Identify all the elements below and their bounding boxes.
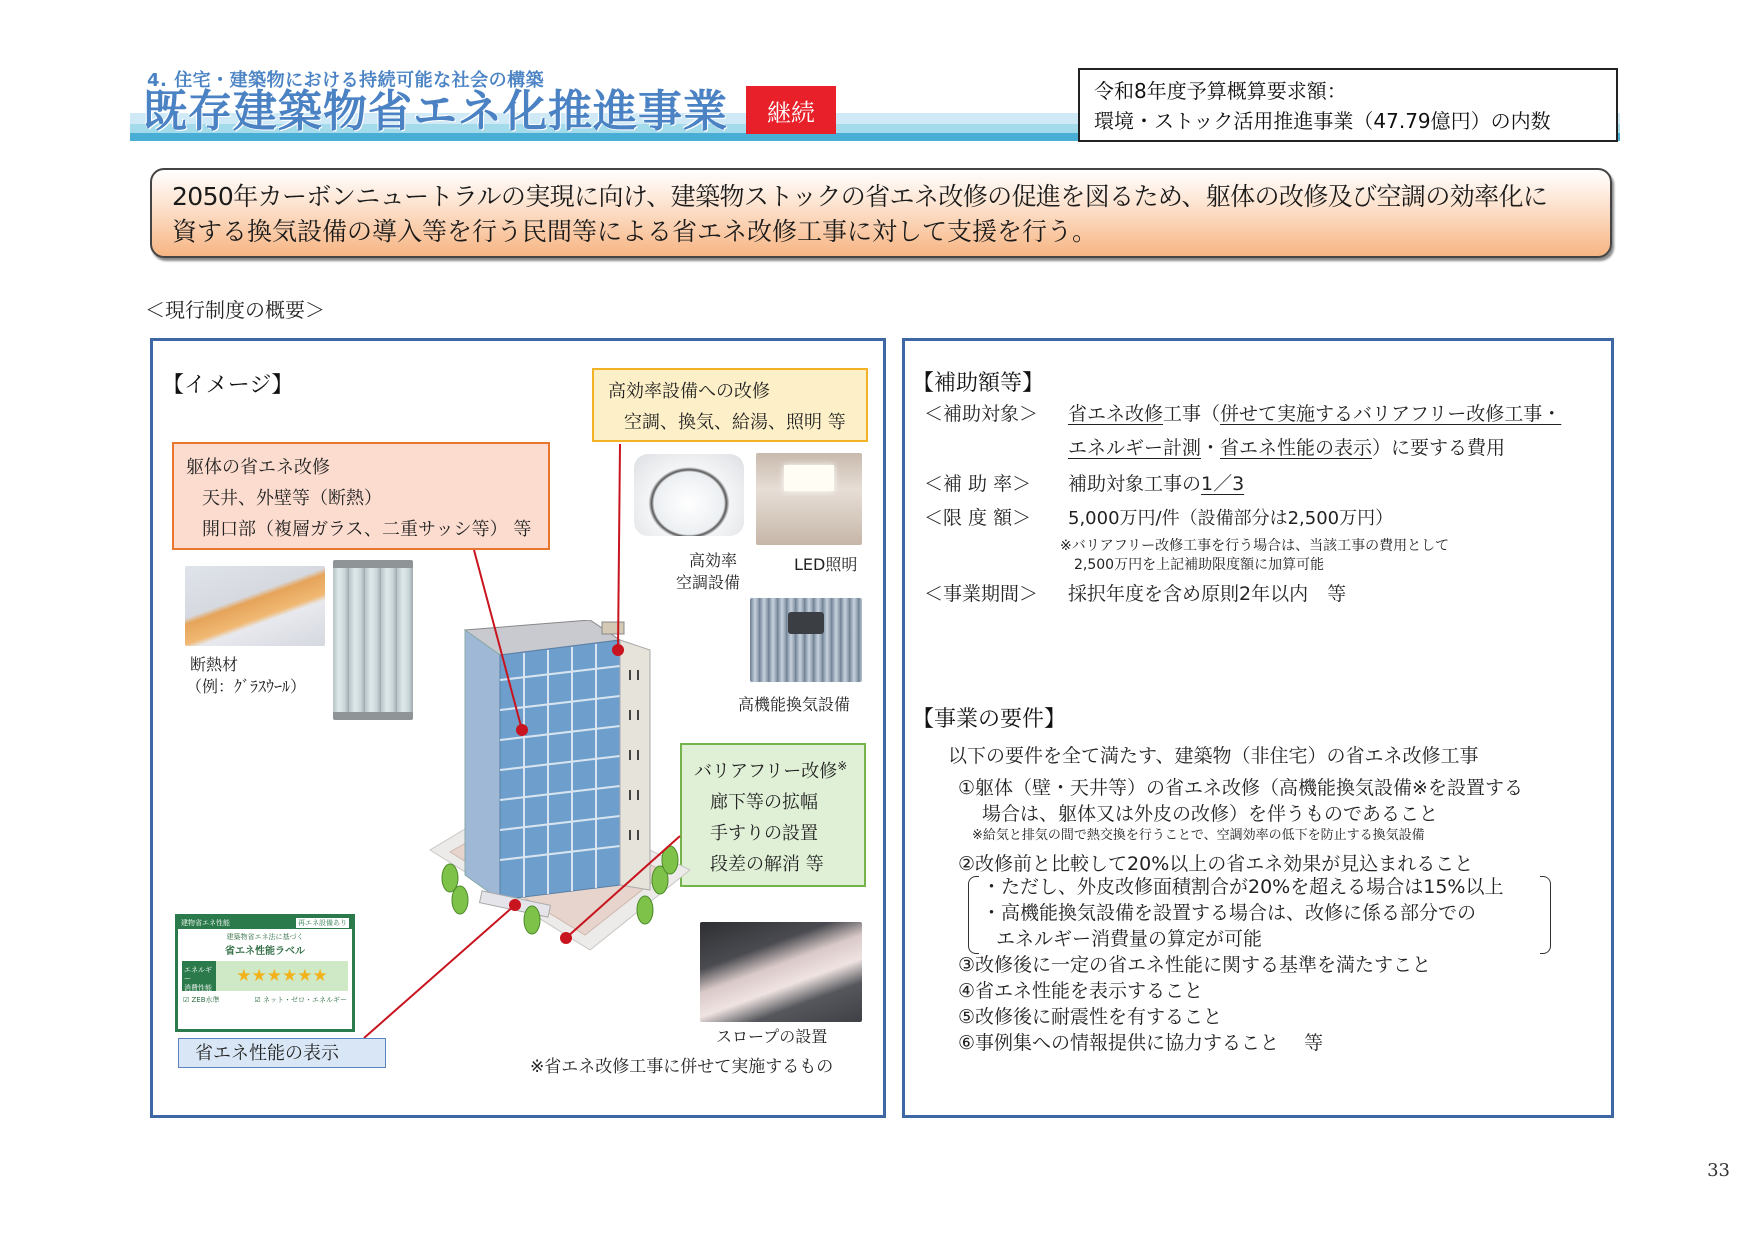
section-label: ＜現行制度の概要＞ [145, 298, 325, 322]
bracket-left [968, 876, 979, 954]
barrierfree-note-mark: ※ [837, 759, 848, 773]
section-subtitle: 4. 住宅・建築物における持続可能な社会の構築 [147, 70, 545, 91]
summary-line-2: 資する換気設備の導入等を行う民間等による省エネ改修工事に対して支援を行う。 [172, 217, 1098, 246]
subsidy-target-text-1: 省エネ改修工事（併せて実施するバリアフリー改修工事・ [1068, 403, 1562, 425]
requirement-4: ④省エネ性能を表示すること [958, 980, 1204, 1002]
page-number: 33 [1707, 1160, 1730, 1181]
subsidy-heading: 【補助額等】 [912, 371, 1045, 396]
energy-label-display-box: 省エネ性能の表示 [178, 1038, 386, 1068]
requirements-intro: 以下の要件を全て満たす、建築物（非住宅）の省エネ改修工事 [948, 745, 1479, 767]
barrierfree-line-1: 廊下等の拡幅 [710, 792, 818, 813]
summary-line-1: 2050年カーボンニュートラルの実現に向け、建築物ストックの省エネ改修の促進を図るため、躯体の改修及び空調の効率化に [172, 182, 1548, 211]
barrierfree-title: バリアフリー改修 [694, 761, 838, 782]
subsidy-target-text-2: エネルギー計測・省エネ性能の表示）に要する費用 [1068, 437, 1506, 459]
subsidy-period-text: 採択年度を含め原則2年以内 等 [1068, 583, 1347, 605]
budget-line-2: 環境・ストック活用推進事業（47.79億円）の内数 [1094, 109, 1551, 133]
requirement-1-line-1: ①躯体（壁・天井等）の省エネ改修（高機能換気設備※を設置する [958, 777, 1523, 799]
bracket-right [1540, 876, 1551, 954]
insulation-caption-2: （例：ｸﾞﾗｽｳｰﾙ） [186, 677, 307, 696]
requirements-heading: 【事業の要件】 [912, 707, 1067, 732]
aircon-caption-1: 高効率 [689, 551, 738, 570]
card-title-small: 建築物省エネ法に基づく [226, 933, 304, 941]
card-row-label-1: エネルギー [184, 966, 212, 983]
image-footnote: ※省エネ改修工事に併せて実施するもの [530, 1057, 834, 1077]
subsidy-limit-label: ＜限 度 額＞ [924, 507, 1032, 529]
slope-caption: スロープの設置 [716, 1027, 828, 1046]
image-heading: 【イメージ】 [162, 373, 294, 398]
requirement-2-sub-3: エネルギー消費量の算定が可能 [996, 928, 1263, 950]
budget-line-1: 令和8年度予算概算要求額： [1094, 79, 1347, 103]
equipment-title: 高効率設備への改修 [608, 381, 770, 402]
requirement-3: ③改修後に一定の省エネ性能に関する基準を満たすこと [958, 954, 1432, 976]
barrierfree-line-2: 手すりの設置 [710, 823, 818, 844]
card-title: 省エネ性能ラベル [225, 946, 305, 957]
requirement-2-sub-2: ・高機能換気設備を設置する場合は、改修に係る部分での [982, 902, 1477, 924]
aircon-caption-2: 空調設備 [676, 573, 741, 592]
requirement-6: ⑥事例集への情報提供に協力すること 等 [958, 1032, 1324, 1054]
subsidy-limit-note-1: ※バリアフリー改修工事を行う場合は、当該工事の費用として [1060, 538, 1450, 554]
subsidy-target-label: ＜補助対象＞ [924, 403, 1039, 425]
ventilation-caption: 高機能換気設備 [738, 695, 851, 714]
envelope-title: 躯体の省エネ改修 [186, 457, 330, 478]
envelope-line-2: 開口部（複層ガラス、二重サッシ等） 等 [202, 519, 532, 540]
subsidy-limit-note-2: 2,500万円を上記補助限度額に加算可能 [1074, 557, 1325, 573]
barrierfree-line-3: 段差の解消 等 [710, 854, 824, 875]
page-title: 既存建築物省エネ化推進事業 [143, 86, 728, 137]
subsidy-period-label: ＜事業期間＞ [924, 583, 1039, 605]
envelope-line-1: 天井、外壁等（断熱） [202, 488, 382, 509]
card-check-1: ☑ ZEB水準 [183, 996, 220, 1004]
requirement-2-sub-1: ・ただし、外皮改修面積割合が20%を超える場合は15%以上 [982, 876, 1504, 898]
card-top-right: 再エネ設備あり [298, 919, 347, 927]
slope-image [700, 922, 862, 1022]
card-check-2: ☑ ネット・ゼロ・エネルギー [254, 996, 347, 1004]
requirement-1-note: ※給気と排気の間で熱交換を行うことで、空調効率の低下を防止する換気設備 [972, 828, 1425, 843]
led-caption: LED照明 [794, 555, 858, 574]
insulation-caption-1: 断熱材 [190, 655, 239, 674]
status-badge: 継続 [746, 86, 836, 134]
requirement-5: ⑤改修後に耐震性を有すること [958, 1006, 1223, 1028]
subsidy-limit-text: 5,000万円/件（設備部分は2,500万円） [1068, 508, 1394, 529]
energy-label-card [175, 914, 355, 1032]
card-top-left: 建物省エネ性能 [181, 919, 230, 927]
equipment-line-1: 空調、換気、給湯、照明 等 [624, 412, 846, 433]
subsidy-rate-label: ＜補 助 率＞ [924, 473, 1032, 495]
requirement-1-line-2: 場合は、躯体又は外皮の改修）を伴うものであること [982, 803, 1439, 825]
subsidy-rate-text: 補助対象工事の1／3 [1068, 473, 1245, 495]
star-rating: ★★★★★★ [236, 966, 328, 986]
requirement-2: ②改修前と比較して20%以上の省エネ効果が見込まれること [958, 853, 1474, 875]
card-row-label-2: 消費性能 [184, 984, 212, 992]
